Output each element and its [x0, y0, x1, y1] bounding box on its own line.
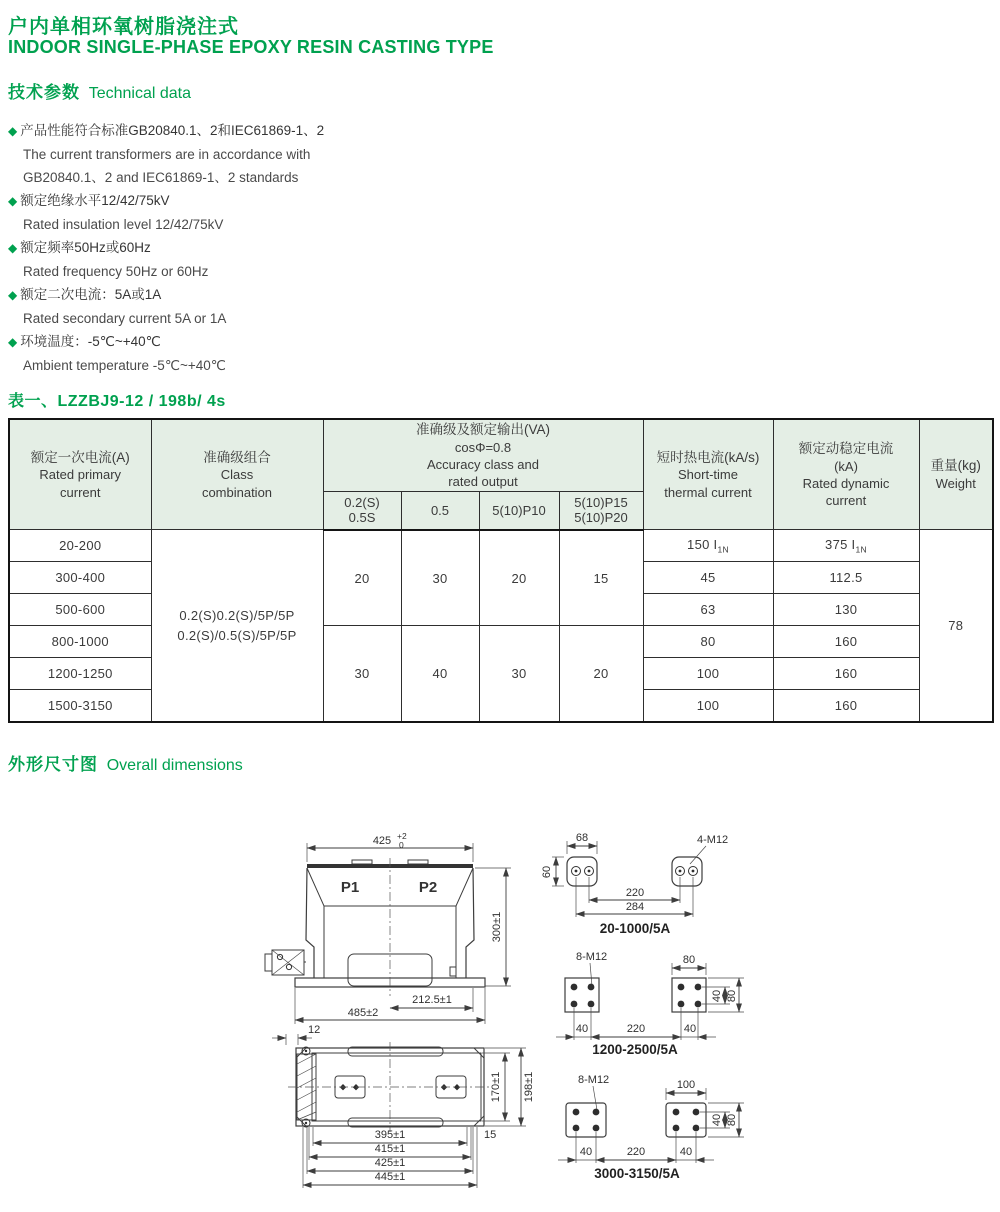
dim-425b: 425±1	[374, 1157, 406, 1169]
combo-line: 0.2(S)0.2(S)/5P/5P	[179, 608, 295, 624]
dim-212-5: 212.5±1	[412, 994, 452, 1006]
col-header-dynamic-current	[773, 419, 919, 530]
label-p2: P2	[418, 879, 438, 896]
bullet-item	[8, 119, 324, 143]
header-text: 准确级组合	[203, 449, 271, 465]
cell-acc4: 20	[559, 626, 643, 722]
dims-heading-en: Overall dimensions	[106, 757, 243, 774]
dim-170: 170±1	[490, 1071, 502, 1103]
technical-bullet-list	[8, 119, 324, 377]
diamond-bullet-icon: ◆	[8, 241, 18, 255]
dim-60: 60	[541, 865, 553, 879]
dim-198: 198±1	[523, 1071, 535, 1103]
cell-acc2: 40	[401, 626, 479, 722]
front-view-drawing	[265, 831, 511, 1024]
cell-thermal: 100	[643, 690, 773, 722]
dimension-drawings	[260, 820, 800, 1212]
dim-40-right-c: 40	[679, 1146, 693, 1158]
header-text: 5(10)P15	[574, 494, 628, 510]
cell-dynamic	[773, 530, 919, 562]
cell-dynamic: 112.5	[773, 562, 919, 594]
dim-68: 68	[575, 832, 589, 844]
header-text: Rated primary	[39, 467, 122, 483]
spec-table	[8, 418, 994, 723]
terminal-box	[265, 950, 306, 975]
dim-80-side: 80	[726, 989, 738, 1003]
col-header-class-combination	[151, 419, 323, 530]
dim-80-side-c: 80	[726, 1113, 738, 1127]
cell-class-combination	[151, 530, 323, 722]
col-header-primary-current	[9, 419, 151, 530]
header-text: 0.5S	[348, 509, 376, 525]
label-8-m12-c: 8-M12	[578, 1074, 610, 1086]
header-text: 0.2(S)	[344, 494, 380, 510]
bullet-en: Rated secondary current 5A or 1A	[23, 311, 227, 326]
cell-acc3: 30	[479, 626, 559, 722]
cell-thermal: 80	[643, 626, 773, 658]
terminal-detail-1200-2500	[556, 951, 744, 1057]
subcol-header-05: 0.5	[401, 492, 479, 530]
bullet-zh: 额定绝缘水平12/42/75kV	[20, 193, 170, 208]
dim-415: 415±1	[374, 1143, 406, 1155]
dim-300: 300±1	[491, 911, 503, 943]
diamond-bullet-icon: ◆	[8, 124, 18, 138]
cell-acc2: 30	[401, 530, 479, 626]
cell-dynamic: 130	[773, 594, 919, 626]
cell-acc4: 15	[559, 530, 643, 626]
dim-40-left-c: 40	[579, 1146, 593, 1158]
header-text: thermal current	[664, 484, 752, 500]
dim-40-right: 40	[683, 1023, 697, 1035]
table-title: 表一、LZZBJ9-12 / 198b/ 4s	[8, 393, 226, 410]
cell-primary-range: 1200-1250	[9, 658, 151, 690]
header-text: 额定一次电流(A)	[30, 449, 130, 465]
table-row	[9, 530, 993, 562]
cell-dynamic: 160	[773, 626, 919, 658]
caption-1200-2500: 1200-2500/5A	[592, 1042, 678, 1057]
header-text: 5(10)P20	[574, 509, 628, 525]
header-text: Accuracy class and	[427, 456, 539, 472]
label-8-m12-b: 8-M12	[576, 951, 608, 963]
subscript: 1N	[855, 544, 867, 555]
header-text: cosΦ=0.8	[454, 439, 512, 455]
page-title-en: INDOOR SINGLE-PHASE EPOXY RESIN CASTING TYPE	[8, 37, 494, 57]
header-text: Weight	[935, 475, 976, 491]
cell-primary-range: 800-1000	[9, 626, 151, 658]
bullet-item	[8, 189, 324, 213]
terminal-detail-20-1000	[541, 832, 728, 936]
cell-dynamic: 160	[773, 690, 919, 722]
header-text: Short-time	[678, 467, 738, 483]
bullet-item	[8, 236, 324, 260]
diamond-bullet-icon: ◆	[8, 194, 18, 208]
col-header-accuracy-group	[323, 419, 643, 492]
header-text: Class	[220, 467, 254, 483]
cell-dynamic: 160	[773, 658, 919, 690]
page-title-zh: 户内单相环氧树脂浇注式	[8, 16, 239, 38]
cell-acc3: 20	[479, 530, 559, 626]
cell-thermal	[643, 530, 773, 562]
cell-thermal: 63	[643, 594, 773, 626]
dim-485: 485±2	[347, 1007, 379, 1019]
diamond-bullet-icon: ◆	[8, 288, 18, 302]
dim-425-tol-plus: +2	[397, 831, 407, 841]
dim-40-left: 40	[575, 1023, 589, 1035]
cell-primary-range: 1500-3150	[9, 690, 151, 722]
header-text: current	[60, 484, 101, 500]
header-text: (kA)	[834, 458, 858, 474]
label-p1: P1	[340, 879, 360, 896]
plan-view-drawing	[272, 1024, 535, 1188]
dim-12: 12	[308, 1024, 321, 1036]
header-text: combination	[201, 484, 273, 500]
dim-15: 15	[484, 1129, 497, 1141]
dim-425: 425	[372, 835, 392, 847]
technical-heading-zh: 技术参数	[8, 83, 80, 102]
bullet-zh: 环境温度：-5℃~+40℃	[20, 334, 161, 349]
dim-445: 445±1	[374, 1171, 406, 1183]
overall-dimensions-heading	[8, 750, 243, 775]
dim-220-b: 220	[626, 1023, 646, 1035]
value: 150 I	[687, 536, 718, 552]
subcol-header-02s	[323, 492, 401, 530]
bullet-en: GB20840.1、2 and IEC61869-1、2 standards	[23, 170, 299, 185]
header-text: Rated dynamic	[802, 475, 890, 491]
col-header-thermal-current	[643, 419, 773, 530]
technical-heading-en: Technical data	[88, 85, 192, 102]
cell-thermal: 45	[643, 562, 773, 594]
bullet-zh: 额定频率50Hz或60Hz	[20, 240, 151, 255]
cell-acc1: 30	[323, 626, 401, 722]
dim-220-a: 220	[625, 887, 645, 899]
cell-primary-range: 300-400	[9, 562, 151, 594]
label-4-m12: 4-M12	[697, 834, 729, 846]
cell-acc1: 20	[323, 530, 401, 626]
bullet-en: Rated frequency 50Hz or 60Hz	[23, 264, 209, 279]
cell-primary-range: 20-200	[9, 530, 151, 562]
header-text: 额定动稳定电流	[798, 441, 894, 456]
bullet-zh: 额定二次电流：5A或1A	[20, 287, 162, 302]
header-text: rated output	[448, 474, 518, 490]
terminal-detail-3000-3150	[558, 1074, 744, 1181]
dim-100-top: 100	[676, 1079, 696, 1091]
caption-20-1000: 20-1000/5A	[599, 921, 671, 936]
col-header-weight	[919, 419, 993, 530]
technical-data-heading	[8, 78, 191, 103]
bullet-en: Rated insulation level 12/42/75kV	[23, 217, 224, 232]
subcol-header-5p10: 5(10)P10	[479, 492, 559, 530]
header-text: 准确级及额定输出(VA)	[416, 422, 550, 437]
dim-425-tol-minus: 0	[399, 840, 404, 850]
subscript: 1N	[717, 544, 729, 555]
dim-80-top: 80	[682, 954, 696, 966]
bullet-item	[8, 283, 324, 307]
diamond-bullet-icon: ◆	[8, 335, 18, 349]
header-text: 短时热电流(kA/s)	[656, 449, 760, 465]
dim-395: 395±1	[374, 1129, 406, 1141]
cell-weight: 78	[919, 530, 993, 722]
dims-heading-zh: 外形尺寸图	[8, 755, 98, 774]
bullet-zh: 产品性能符合标准GB20840.1、2和IEC61869-1、2	[20, 123, 325, 138]
dim-40-side-c: 40	[711, 1113, 723, 1127]
caption-3000-3150: 3000-3150/5A	[594, 1166, 680, 1181]
cell-thermal: 100	[643, 658, 773, 690]
bullet-en: Ambient temperature -5℃~+40℃	[23, 358, 226, 373]
dim-40-side: 40	[711, 989, 723, 1003]
dim-220-c: 220	[626, 1146, 646, 1158]
cell-primary-range: 500-600	[9, 594, 151, 626]
header-text: 重量(kg)	[930, 458, 981, 474]
combo-line: 0.2(S)/0.5(S)/5P/5P	[177, 627, 297, 643]
header-text: current	[825, 493, 867, 509]
dim-284: 284	[625, 901, 645, 913]
value: 375 I	[825, 536, 856, 552]
bullet-en: The current transformers are in accordance with	[23, 147, 311, 162]
subcol-header-5p15-5p20	[559, 492, 643, 530]
bullet-item	[8, 330, 324, 354]
